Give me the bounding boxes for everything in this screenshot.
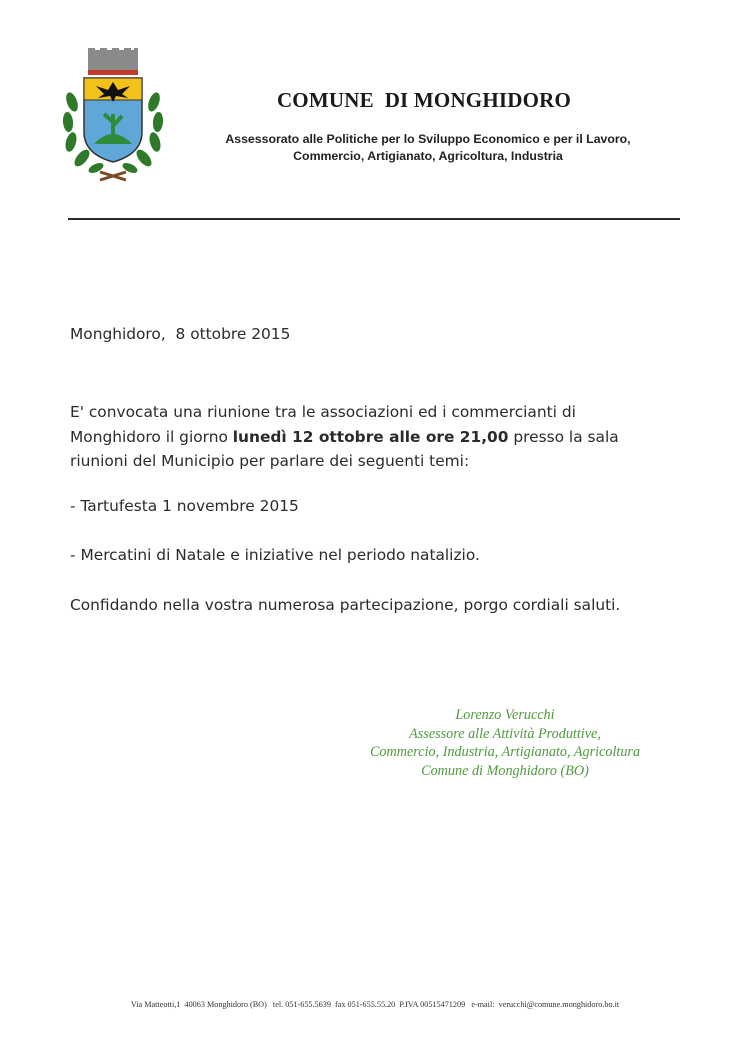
agenda-item-1: - Tartufesta 1 novembre 2015 <box>70 497 299 515</box>
municipality-title: COMUNE DI MONGHIDORO <box>276 88 572 112</box>
signatory-name: Lorenzo Verucchi <box>455 707 555 723</box>
header-divider <box>68 218 680 220</box>
subtitle-line-1: Assessorato alle Politiche per lo Sviluppo Economico e per il Lavoro, <box>225 132 631 146</box>
paragraph-line-2-start: Monghidoro il giorno <box>70 427 233 446</box>
paragraph-line-1: E' convocata una riunione tra le associazioni ed i commercianti di <box>70 403 576 421</box>
footer-contact: Via Matteotti,1 40063 Monghidoro (BO) tel. 051-655.5639 fax 051-655.55.20 P.IVA 00515471209 e-mail: verucchi@comune.monghidoro.bo.it <box>130 1000 620 1009</box>
signatory-organization: Comune di Monghidoro (BO) <box>421 762 589 779</box>
agenda-item-2: - Mercatini di Natale e iniziative nel periodo natalizio. <box>70 546 480 564</box>
letter-date: Monghidoro, 8 ottobre 2015 <box>70 325 291 343</box>
letter-paragraph <box>70 400 690 474</box>
signature-block <box>300 706 710 780</box>
paragraph-line-2-end: presso la sala <box>508 427 619 446</box>
municipal-coat-of-arms-icon <box>58 44 168 184</box>
department-subtitle <box>196 131 660 165</box>
paragraph-line-3: riunioni del Municipio per parlare dei seguenti temi: <box>70 452 470 470</box>
subtitle-line-2: Commercio, Artigianato, Agricoltura, Industria <box>293 149 563 163</box>
paragraph-line-2 <box>70 425 690 450</box>
closing-line: Confidando nella vostra numerosa partecipazione, porgo cordiali saluti. <box>70 596 621 614</box>
meeting-datetime: lunedì 12 ottobre alle ore 21,00 <box>232 427 509 446</box>
signatory-role-2: Commercio, Industria, Artigianato, Agricoltura <box>369 744 641 760</box>
signatory-role-1: Assessore alle Attività Produttive, <box>409 725 601 742</box>
